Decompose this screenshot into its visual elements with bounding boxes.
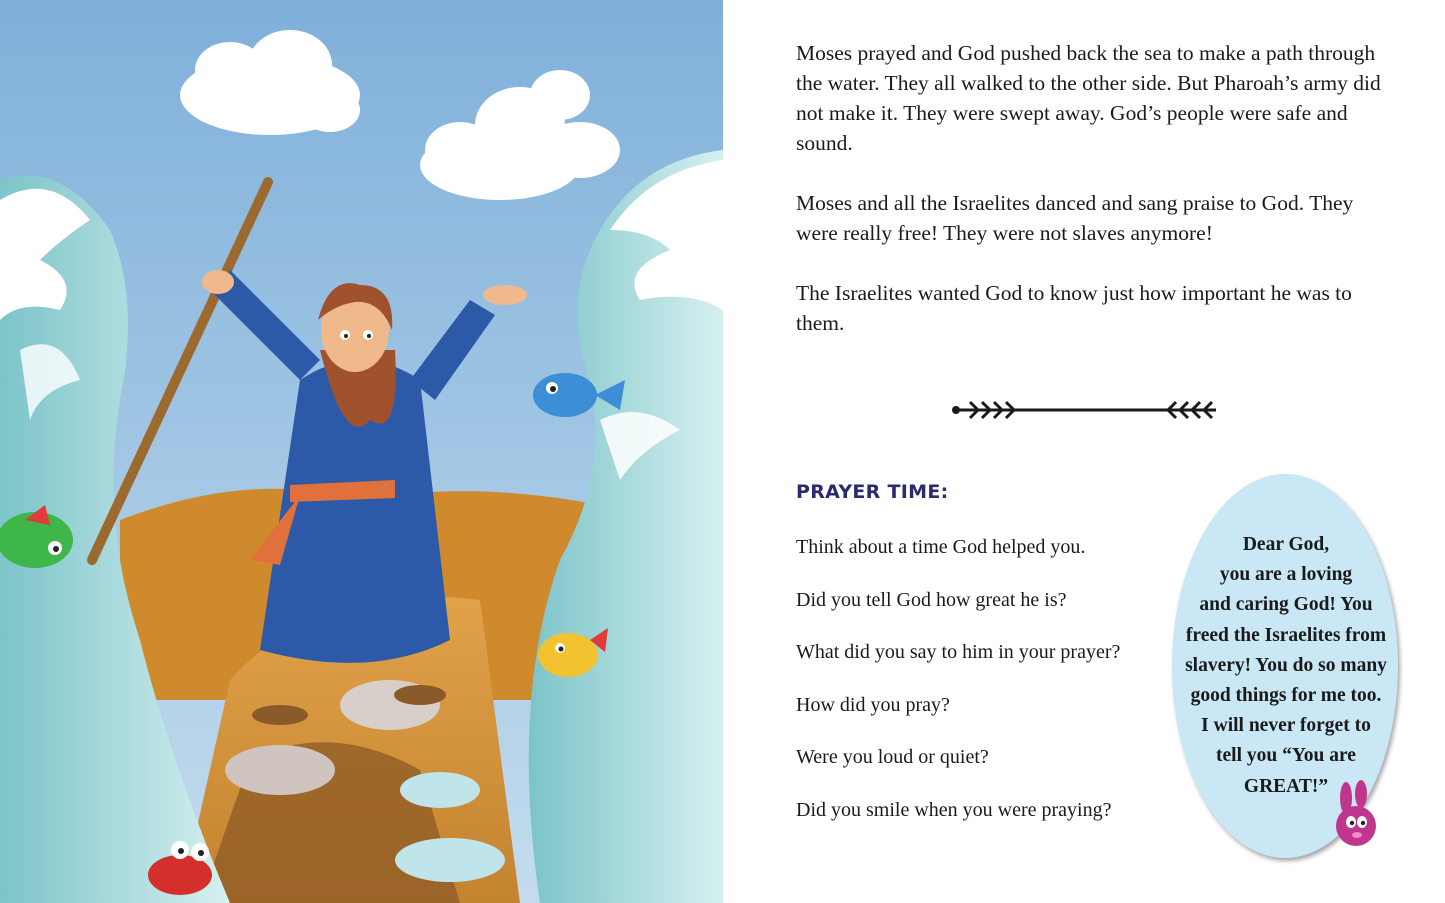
prayer-line: I will never forget to <box>1201 715 1371 737</box>
prayer-line: you are a loving <box>1219 564 1353 586</box>
prayer-line: Dear God, <box>1242 534 1330 555</box>
prayer-line: and caring God! You <box>1199 594 1373 616</box>
prayer-line: freed the Israelites from <box>1185 624 1387 646</box>
question-item: Did you smile when you were praying? <box>796 798 1112 821</box>
question-item: Were you loud or quiet? <box>796 746 989 769</box>
prayer-line: slavery! You do so many <box>1185 654 1387 676</box>
story-text <box>796 38 1396 368</box>
question-item: How did you pray? <box>796 693 950 716</box>
text-page <box>723 0 1445 903</box>
prayer-line: tell you “You are <box>1216 745 1356 767</box>
prayer-line: good things for me too. <box>1190 685 1382 707</box>
prayer-text <box>1168 530 1404 802</box>
arrow-divider-icon <box>948 395 1228 425</box>
prayer-time-heading: PRAYER TIME: <box>796 481 949 503</box>
story-paragraph: The Israelites wanted God to know just how important he was to them. <box>796 281 1352 335</box>
question-item: What did you say to him in your prayer? <box>796 641 1121 664</box>
story-paragraph: Moses prayed and God pushed back the sea to make a path through the water. They all walked to the other side. But Pharoah’s army did not make it. They were swept away. God’s people were safe and sound. <box>796 41 1381 155</box>
question-item: Did you tell God how great he is? <box>796 588 1067 611</box>
story-paragraph: Moses and all the Israelites danced and sang praise to God. They were really free! They were not slaves anymore! <box>796 191 1354 245</box>
prayer-questions <box>796 534 1120 850</box>
bunny-icon <box>1331 780 1381 852</box>
question-item: Think about a time God helped you. <box>796 536 1086 558</box>
prayer-line: GREAT!” <box>1243 775 1329 797</box>
